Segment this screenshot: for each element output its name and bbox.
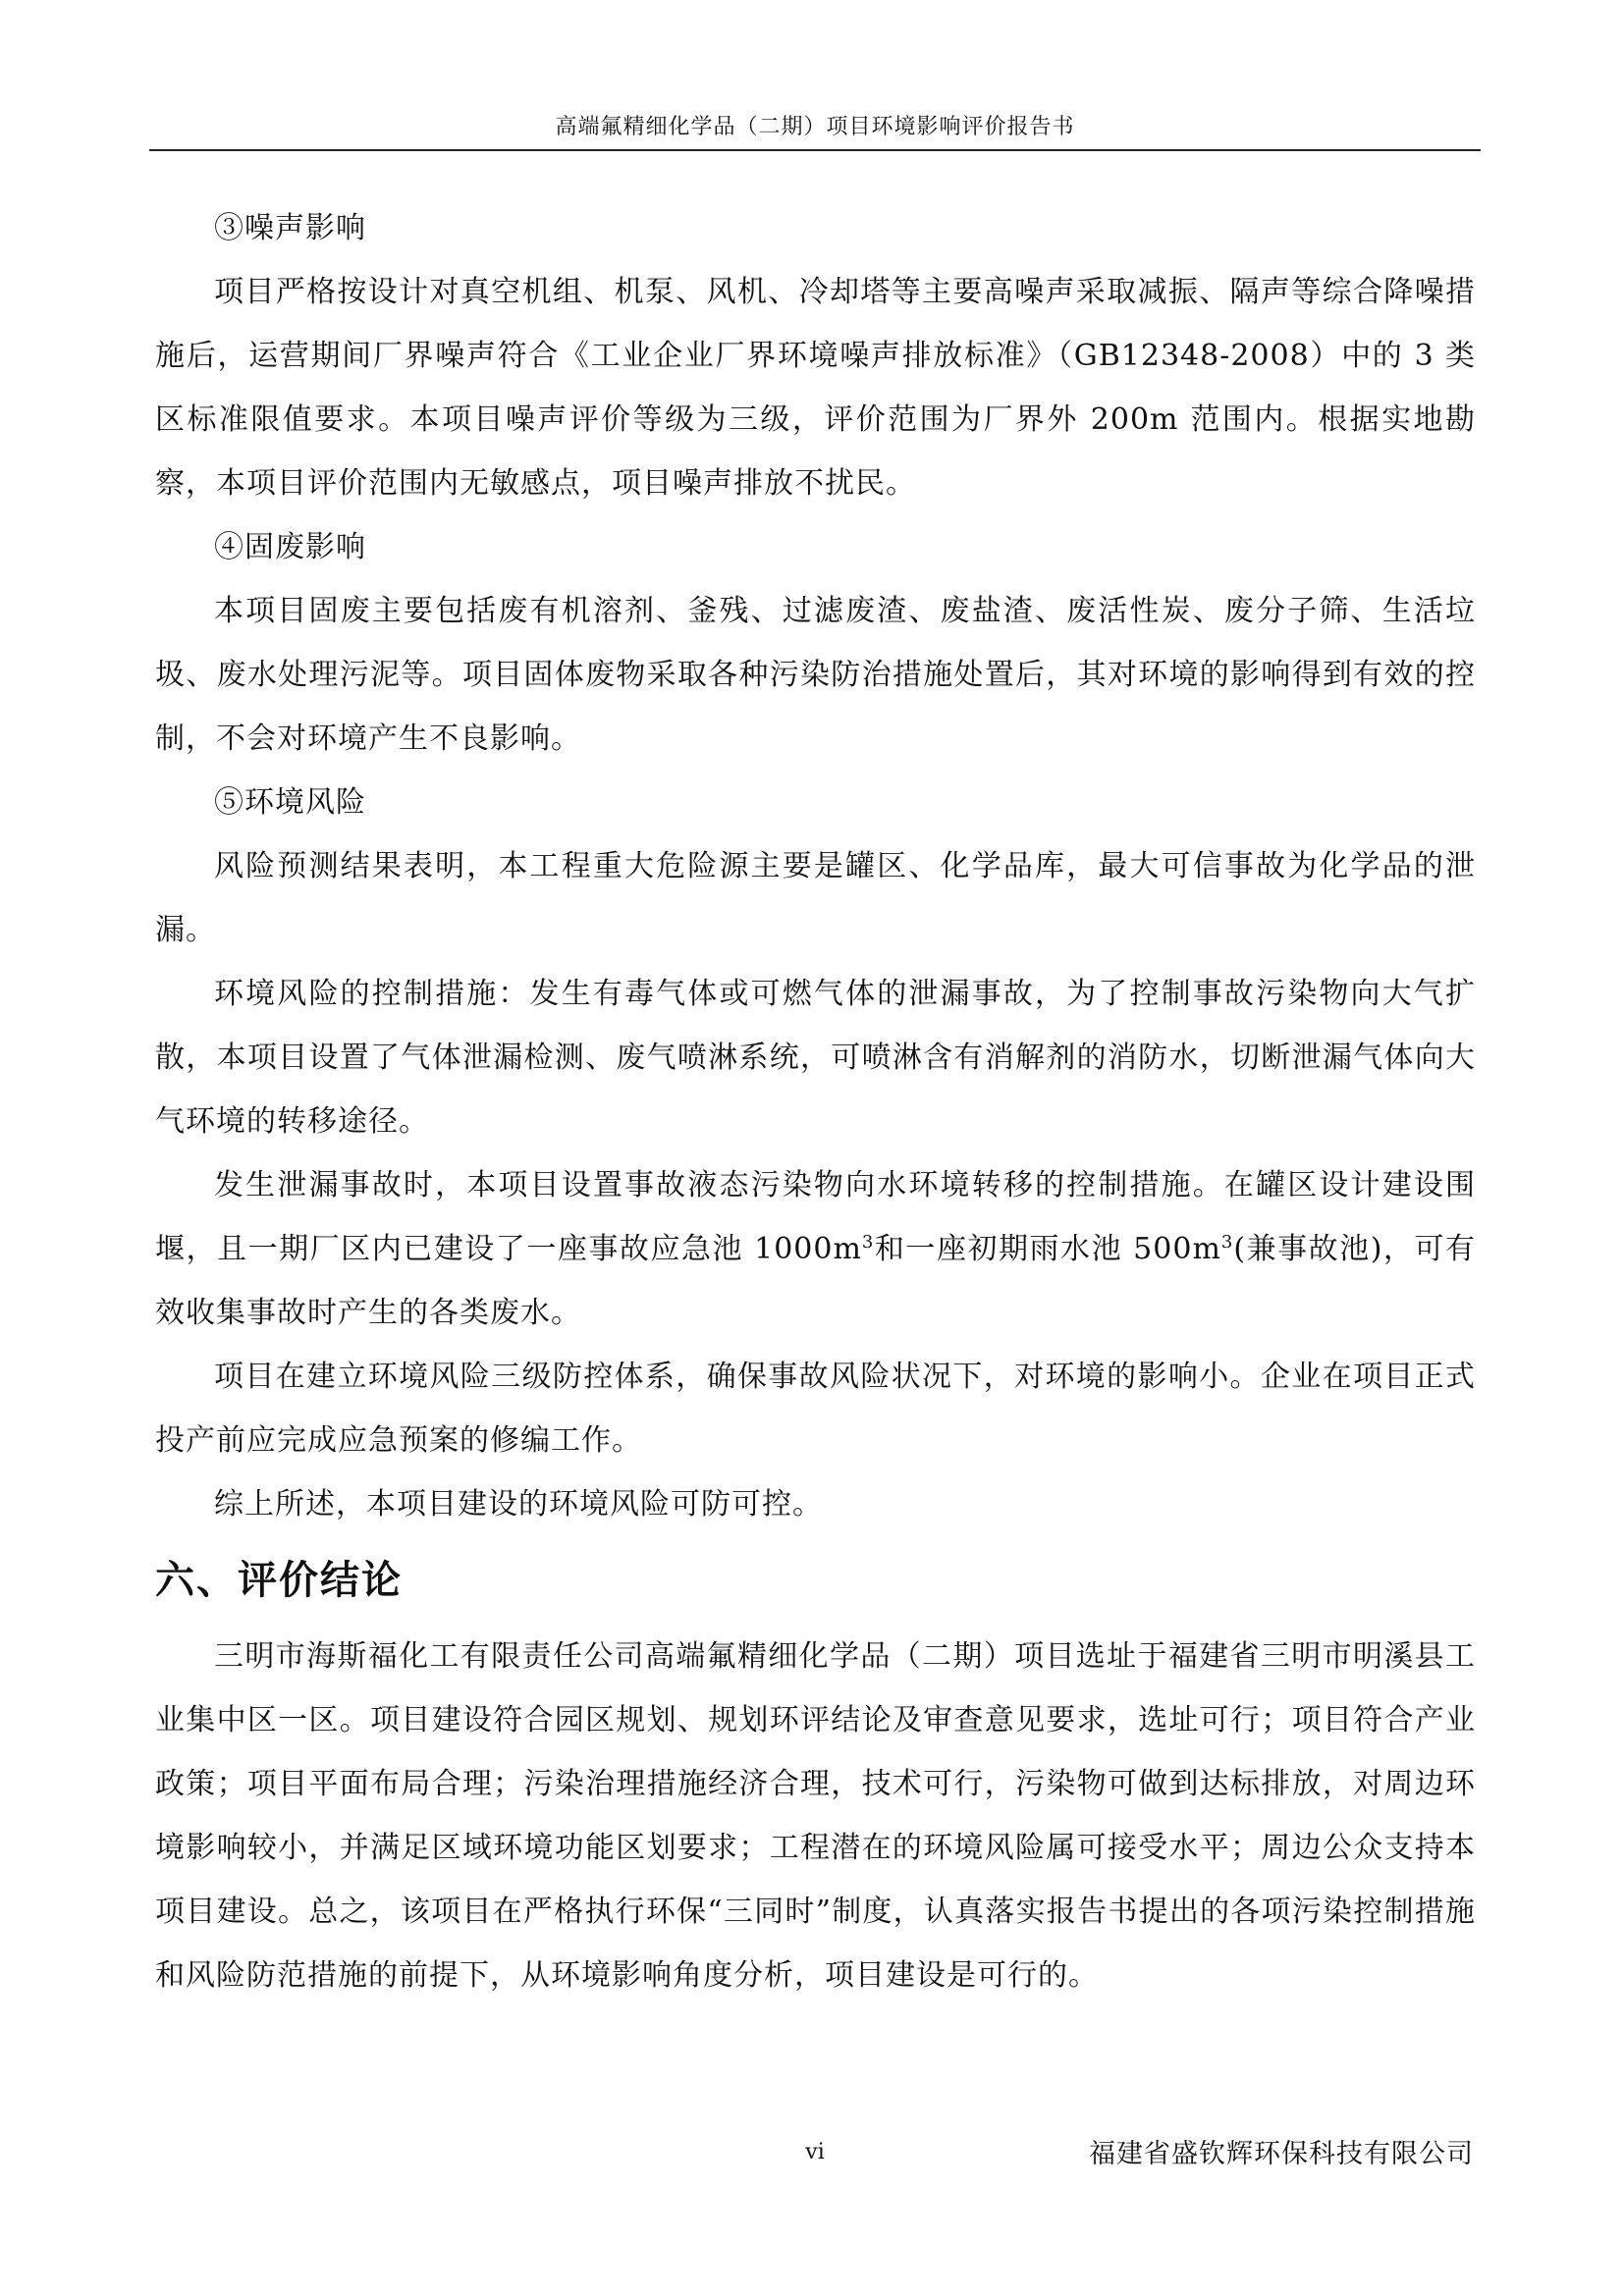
page-number: vi: [805, 2140, 825, 2164]
risk-paragraph-3-part-2: 和一座初期雨水池 500m: [874, 1232, 1221, 1266]
noise-paragraph: 项目严格按设计对真空机组、机泵、风机、冷却塔等主要高噪声采取减振、隔声等综合降噪措施后，运营期间厂界噪声符合《工业企业厂界环境噪声排放标准》（GB12348-2008）中的 3 类区标准限值要求。本项目噪声评价等级为三级，评价范围为厂界外 200m 范围内。根据实地勘察，本项目评价范围内无敏感点，项目噪声排放不扰民。: [155, 275, 1476, 501]
risk-heading: ⑤环境风险: [214, 785, 366, 820]
page-header: [149, 110, 1481, 151]
conclusion-paragraph: 三明市海斯福化工有限责任公司高端氟精细化学品（二期）项目选址于福建省三明市明溪县工业集中区一区。项目建设符合园区规划、规划环评结论及审查意见要求，选址可行；项目符合产业政策；项目平面布局合理；污染治理措施经济合理，技术可行，污染物可做到达标排放，对周边环境影响较小，并满足区域环境功能区划要求；工程潜在的环境风险属可接受水平；周边公众支持本项目建设。总之，该项目在严格执行环保“三同时”制度，认真落实报告书提出的各项污染控制措施和风险防范措施的前提下，从环境影响角度分析，项目建设是可行的。: [155, 1639, 1476, 1993]
solid-waste-paragraph: 本项目固废主要包括废有机溶剂、釜残、过滤废渣、废盐渣、废活性炭、废分子筛、生活垃圾、废水处理污泥等。项目固体废物采取各种污染防治措施处置后，其对环境的影响得到有效的控制，不会对环境产生不良影响。: [155, 594, 1476, 756]
page-body: [155, 196, 1476, 2007]
report-title: 高端氟精细化学品（二期）项目环境影响评价报告书: [555, 115, 1075, 139]
noise-heading: ③噪声影响: [214, 211, 366, 245]
risk-paragraph-3-part-3: (兼事故池)，可有效收集事故时产生的各类废水。: [155, 1232, 1476, 1330]
solid-waste-heading: ④固废影响: [214, 530, 366, 564]
risk-paragraph-5: 综上所述，本项目建设的环境风险可防可控。: [214, 1487, 823, 1522]
risk-paragraph-3-part-1: 发生泄漏事故时，本项目设置事故液态污染物向水环境转移的控制措施。在罐区设计建设围堰，且一期厂区内已建设了一座事故应急池 1000m: [155, 1168, 1476, 1266]
risk-paragraph-1: 风险预测结果表明，本工程重大危险源主要是罐区、化学品库，最大可信事故为化学品的泄漏。: [155, 849, 1476, 947]
company-name: 福建省盛钦辉环保科技有限公司: [1089, 2139, 1474, 2169]
conclusion-heading: 六、评价结论: [155, 1558, 403, 1603]
risk-paragraph-4: 项目在建立环境风险三级防控体系，确保事故风险状况下，对环境的影响小。企业在项目正式投产前应完成应急预案的修编工作。: [155, 1360, 1476, 1458]
superscript-cubic: 3: [1220, 1232, 1234, 1253]
risk-paragraph-2: 环境风险的控制措施：发生有毒气体或可燃气体的泄漏事故，为了控制事故污染物向大气扩散，本项目设置了气体泄漏检测、废气喷淋系统，可喷淋含有消解剂的消防水，切断泄漏气体向大气环境的转移途径。: [155, 977, 1476, 1139]
superscript-cubic: 3: [861, 1232, 875, 1253]
risk-paragraph-3: [155, 1153, 1476, 1345]
